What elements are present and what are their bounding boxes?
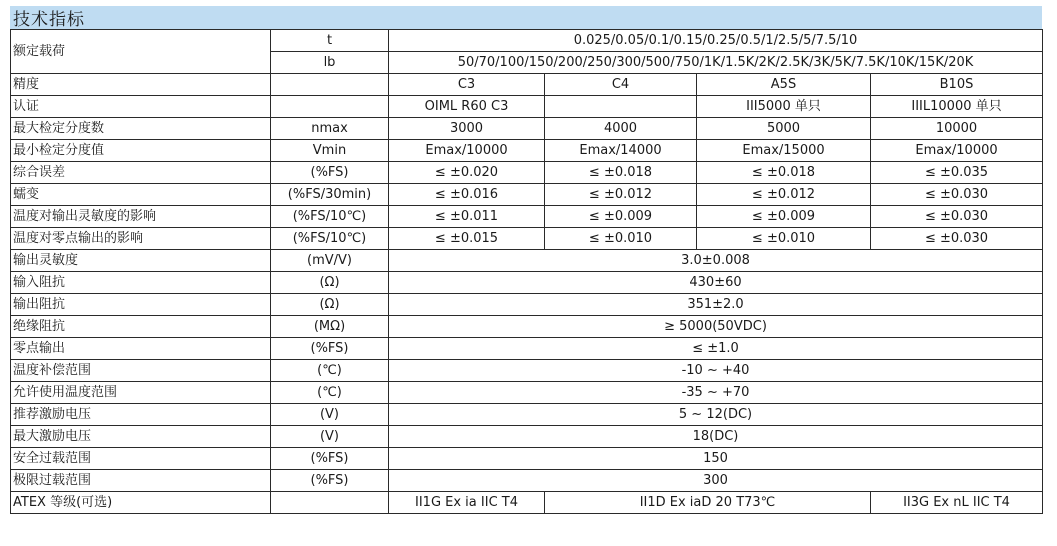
row-value: ≤ ±0.018: [545, 162, 697, 184]
row-label: 温度补偿范围: [11, 360, 271, 382]
row-label: 温度对输出灵敏度的影响: [11, 206, 271, 228]
row-unit: (%FS/10℃): [271, 228, 389, 250]
spec-sheet: [10, 6, 1042, 514]
table-row: [11, 272, 1043, 294]
row-value: 18(DC): [389, 426, 1043, 448]
row-label: 绝缘阻抗: [11, 316, 271, 338]
section-title: 技术指标: [10, 6, 1042, 29]
table-row: [11, 448, 1043, 470]
row-label: 推荐激励电压: [11, 404, 271, 426]
row-label: 最小检定分度值: [11, 140, 271, 162]
row-label: 安全过载范围: [11, 448, 271, 470]
table-row: [11, 492, 1043, 514]
row-label: 最大激励电压: [11, 426, 271, 448]
row-value: 3000: [389, 118, 545, 140]
row-value: 3.0±0.008: [389, 250, 1043, 272]
spec-table: [10, 29, 1043, 514]
row-value: [545, 96, 697, 118]
table-row: [11, 360, 1043, 382]
table-row: [11, 382, 1043, 404]
table-row: [11, 96, 1043, 118]
row-unit: (Ω): [271, 294, 389, 316]
table-row: [11, 404, 1043, 426]
row-label: 认证: [11, 96, 271, 118]
row-value: A5S: [697, 74, 871, 96]
row-label: 综合误差: [11, 162, 271, 184]
row-unit: Vmin: [271, 140, 389, 162]
row-label: 最大检定分度数: [11, 118, 271, 140]
row-unit: (℃): [271, 382, 389, 404]
table-row: [11, 140, 1043, 162]
row-value: ≤ ±0.009: [697, 206, 871, 228]
row-unit: (%FS): [271, 448, 389, 470]
table-row: [11, 470, 1043, 492]
row-value: ≥ 5000(50VDC): [389, 316, 1043, 338]
row-value: IIIL10000 单只: [871, 96, 1043, 118]
row-label: 精度: [11, 74, 271, 96]
row-value: 5 ~ 12(DC): [389, 404, 1043, 426]
row-value: ≤ ±0.011: [389, 206, 545, 228]
table-row: [11, 30, 1043, 52]
row-value: 10000: [871, 118, 1043, 140]
row-value: ≤ ±0.012: [697, 184, 871, 206]
row-unit: nmax: [271, 118, 389, 140]
table-row: [11, 228, 1043, 250]
row-unit: (mV/V): [271, 250, 389, 272]
row-value: III5000 单只: [697, 96, 871, 118]
row-label: 极限过载范围: [11, 470, 271, 492]
row-label: 额定载荷: [11, 30, 271, 74]
row-label: 允许使用温度范围: [11, 382, 271, 404]
row-value: -10 ~ +40: [389, 360, 1043, 382]
row-unit: [271, 96, 389, 118]
row-value: II1D Ex iaD 20 T73℃: [545, 492, 871, 514]
row-value: 300: [389, 470, 1043, 492]
row-value: ≤ ±0.018: [697, 162, 871, 184]
table-row: [11, 316, 1043, 338]
row-value: OIML R60 C3: [389, 96, 545, 118]
row-unit: (%FS): [271, 470, 389, 492]
row-value: 351±2.0: [389, 294, 1043, 316]
row-value: 150: [389, 448, 1043, 470]
table-row: [11, 206, 1043, 228]
row-label: 输出灵敏度: [11, 250, 271, 272]
row-value: Emax/10000: [871, 140, 1043, 162]
row-value: ≤ ±0.030: [871, 228, 1043, 250]
table-row: [11, 426, 1043, 448]
table-row: [11, 338, 1043, 360]
row-unit: (V): [271, 426, 389, 448]
row-value: ≤ ±0.010: [545, 228, 697, 250]
row-label: 温度对零点输出的影响: [11, 228, 271, 250]
row-value: ≤ ±0.010: [697, 228, 871, 250]
table-row: [11, 250, 1043, 272]
row-value: C3: [389, 74, 545, 96]
row-value: 0.025/0.05/0.1/0.15/0.25/0.5/1/2.5/5/7.5/10: [389, 30, 1043, 52]
row-label: 输出阻抗: [11, 294, 271, 316]
row-unit: (℃): [271, 360, 389, 382]
row-unit: (%FS/10℃): [271, 206, 389, 228]
row-value: Emax/15000: [697, 140, 871, 162]
row-label: 蠕变: [11, 184, 271, 206]
row-value: II3G Ex nL IIC T4: [871, 492, 1043, 514]
row-unit: (Ω): [271, 272, 389, 294]
row-value: ≤ ±0.016: [389, 184, 545, 206]
row-unit: (V): [271, 404, 389, 426]
row-label: ATEX 等级(可选): [11, 492, 271, 514]
table-row: [11, 118, 1043, 140]
row-value: ≤ ±0.015: [389, 228, 545, 250]
row-value: 430±60: [389, 272, 1043, 294]
table-row: [11, 74, 1043, 96]
row-value: ≤ ±0.020: [389, 162, 545, 184]
row-value: ≤ ±0.012: [545, 184, 697, 206]
row-label: 零点输出: [11, 338, 271, 360]
row-value: Emax/10000: [389, 140, 545, 162]
row-value: ≤ ±0.030: [871, 206, 1043, 228]
row-unit: [271, 492, 389, 514]
row-value: 4000: [545, 118, 697, 140]
row-value: ≤ ±0.009: [545, 206, 697, 228]
row-value: 50/70/100/150/200/250/300/500/750/1K/1.5K/2K/2.5K/3K/5K/7.5K/10K/15K/20K: [389, 52, 1043, 74]
table-row: [11, 294, 1043, 316]
row-unit: (%FS): [271, 162, 389, 184]
row-value: 5000: [697, 118, 871, 140]
row-value: -35 ~ +70: [389, 382, 1043, 404]
table-row: [11, 162, 1043, 184]
row-value: ≤ ±0.035: [871, 162, 1043, 184]
row-unit: t: [271, 30, 389, 52]
row-unit: (%FS/30min): [271, 184, 389, 206]
row-label: 输入阻抗: [11, 272, 271, 294]
row-unit: (%FS): [271, 338, 389, 360]
row-unit: (MΩ): [271, 316, 389, 338]
row-unit: [271, 74, 389, 96]
row-value: C4: [545, 74, 697, 96]
spec-table-body: [11, 30, 1043, 514]
row-value: Emax/14000: [545, 140, 697, 162]
row-value: ≤ ±0.030: [871, 184, 1043, 206]
row-value: II1G Ex ia IIC T4: [389, 492, 545, 514]
row-unit: lb: [271, 52, 389, 74]
table-row: [11, 184, 1043, 206]
row-value: ≤ ±1.0: [389, 338, 1043, 360]
row-value: B10S: [871, 74, 1043, 96]
